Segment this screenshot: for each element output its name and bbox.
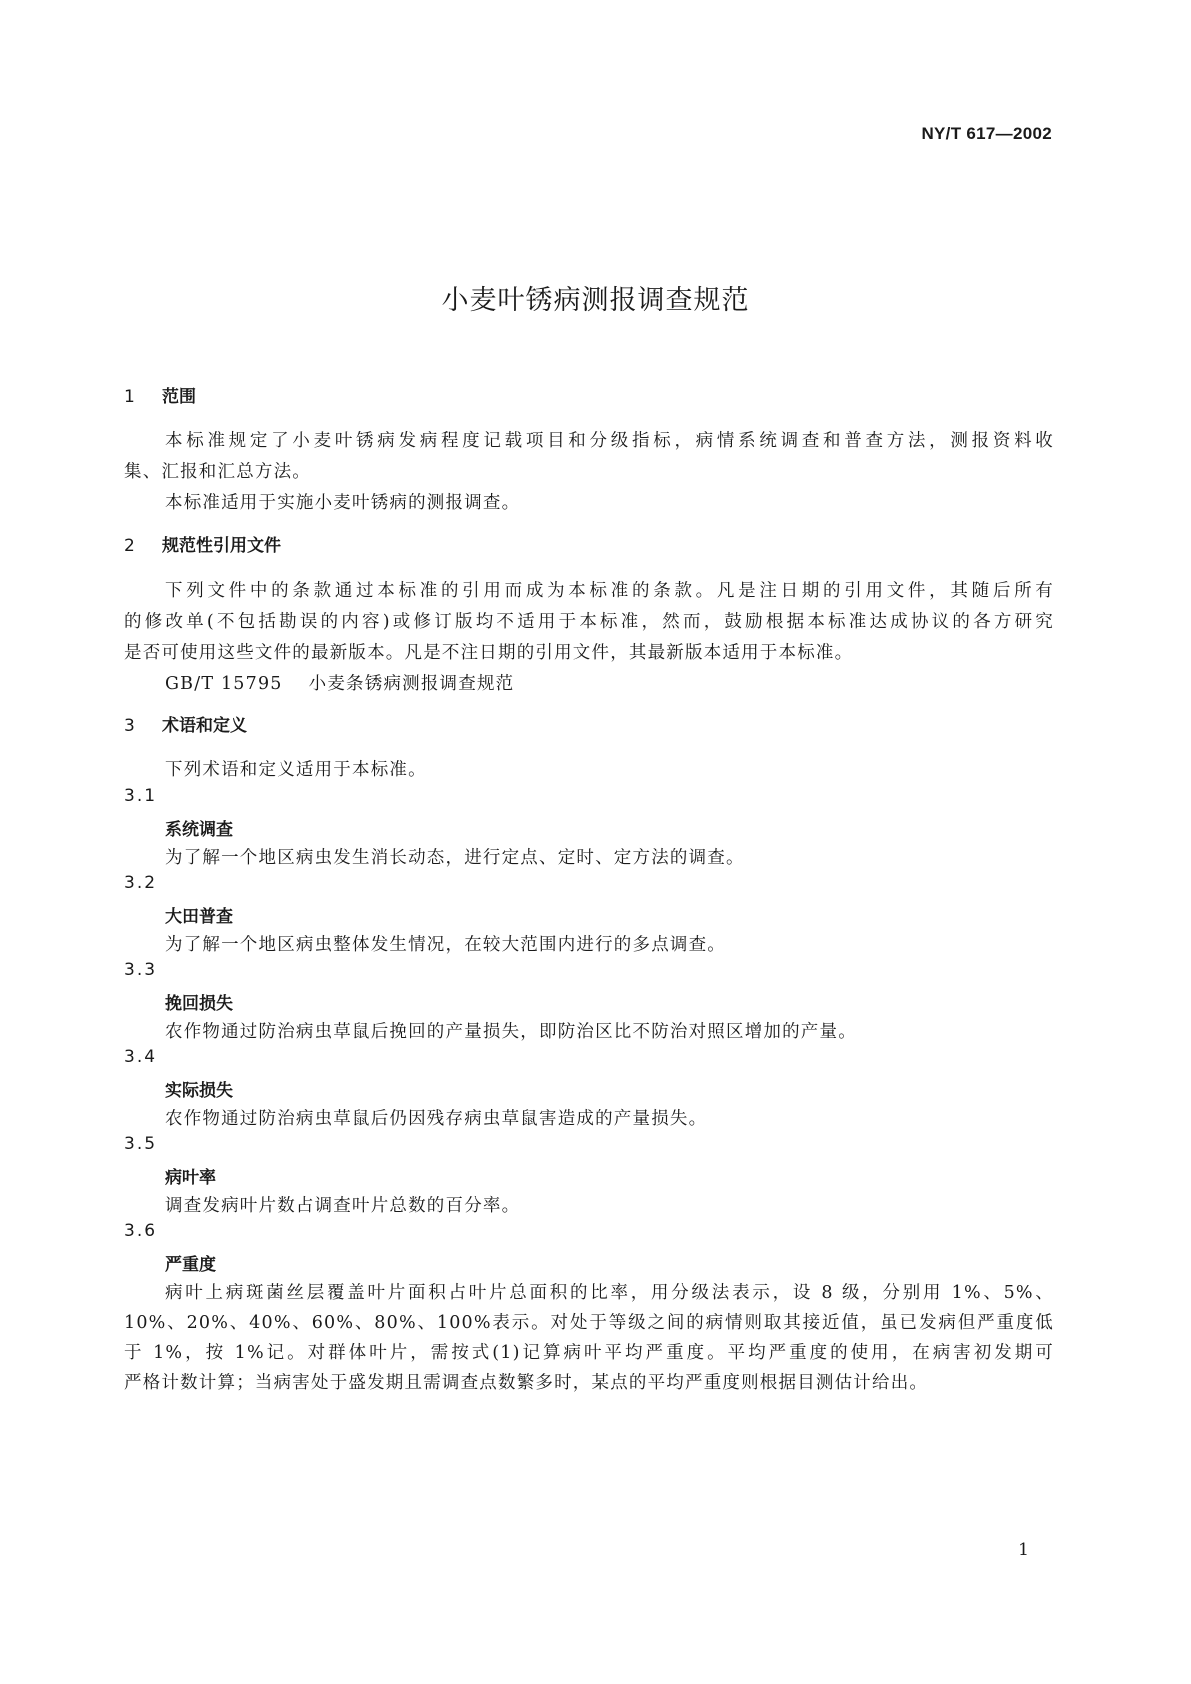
section-heading-terms bbox=[124, 711, 247, 736]
section-heading-references bbox=[124, 531, 281, 556]
term-definition: 为了解一个地区病虫发生消长动态，进行定点、定时、定方法的调查。 bbox=[165, 848, 745, 868]
paragraph-line: 下列文件中的条款通过本标准的引用而成为本标准的条款。凡是注日期的引用文件，其随后所有 bbox=[165, 581, 1054, 601]
term-definition-line: 病叶上病斑菌丝层覆盖叶片面积占叶片总面积的比率，用分级法表示，设 8 级，分别用 1%、5%、 bbox=[165, 1283, 1054, 1303]
term-definition-line: 严格计数计算；当病害处于盛发期且需调查点数繁多时，某点的平均严重度则根据目测估计给出。 bbox=[124, 1373, 929, 1393]
section-number: 1 bbox=[124, 387, 135, 407]
paragraph: 下列术语和定义适用于本标准。 bbox=[165, 760, 427, 780]
section-number: 2 bbox=[124, 536, 135, 556]
term-number: 3.1 bbox=[124, 786, 158, 806]
term-name: 严重度 bbox=[165, 1255, 216, 1275]
term-number: 3.4 bbox=[124, 1047, 158, 1067]
term-name: 实际损失 bbox=[165, 1081, 233, 1101]
term-name: 挽回损失 bbox=[165, 994, 233, 1014]
reference-title: 小麦条锈病测报调查规范 bbox=[308, 674, 515, 694]
term-definition-line: 10%、20%、40%、60%、80%、100%表示。对处于等级之间的病情则取其接近值，虽已发病但严重度低 bbox=[124, 1313, 1054, 1333]
section-heading-scope bbox=[124, 382, 196, 407]
paragraph-line: 的修改单(不包括勘误的内容)或修订版均不适用于本标准，然而，鼓励根据本标准达成协议的各方研究 bbox=[124, 612, 1054, 632]
standard-number: NY/T 617—2002 bbox=[921, 124, 1052, 143]
term-definition: 农作物通过防治病虫草鼠后挽回的产量损失，即防治区比不防治对照区增加的产量。 bbox=[165, 1022, 857, 1042]
paragraph-line: 集、汇报和汇总方法。 bbox=[124, 462, 311, 482]
page-number: 1 bbox=[1018, 1540, 1029, 1560]
term-number: 3.5 bbox=[124, 1134, 158, 1154]
paragraph: 本标准适用于实施小麦叶锈病的测报调查。 bbox=[165, 493, 521, 513]
term-number: 3.2 bbox=[124, 873, 158, 893]
term-number: 3.6 bbox=[124, 1221, 158, 1241]
normative-reference bbox=[165, 670, 514, 695]
term-definition-line: 于 1%，按 1%记。对群体叶片，需按式(1)记算病叶平均严重度。平均严重度的使用，在病害初发期可 bbox=[124, 1343, 1054, 1363]
section-title: 范围 bbox=[162, 387, 196, 407]
term-definition: 为了解一个地区病虫整体发生情况，在较大范围内进行的多点调查。 bbox=[165, 935, 726, 955]
paragraph-line: 本标准规定了小麦叶锈病发病程度记载项目和分级指标，病情系统调查和普查方法，测报资料收 bbox=[165, 431, 1054, 451]
section-title: 术语和定义 bbox=[162, 716, 247, 736]
section-title: 规范性引用文件 bbox=[162, 536, 281, 556]
term-name: 系统调查 bbox=[165, 820, 233, 840]
term-number: 3.3 bbox=[124, 960, 158, 980]
reference-code: GB/T 15795 bbox=[165, 674, 283, 694]
term-name: 病叶率 bbox=[165, 1168, 216, 1188]
term-definition: 调查发病叶片数占调查叶片总数的百分率。 bbox=[165, 1196, 521, 1216]
paragraph-line: 是否可使用这些文件的最新版本。凡是不注日期的引用文件，其最新版本适用于本标准。 bbox=[124, 643, 854, 663]
document-title: 小麦叶锈病测报调查规范 bbox=[441, 285, 750, 316]
term-name: 大田普查 bbox=[165, 907, 233, 927]
term-definition: 农作物通过防治病虫草鼠后仍因残存病虫草鼠害造成的产量损失。 bbox=[165, 1109, 708, 1129]
section-number: 3 bbox=[124, 716, 135, 736]
